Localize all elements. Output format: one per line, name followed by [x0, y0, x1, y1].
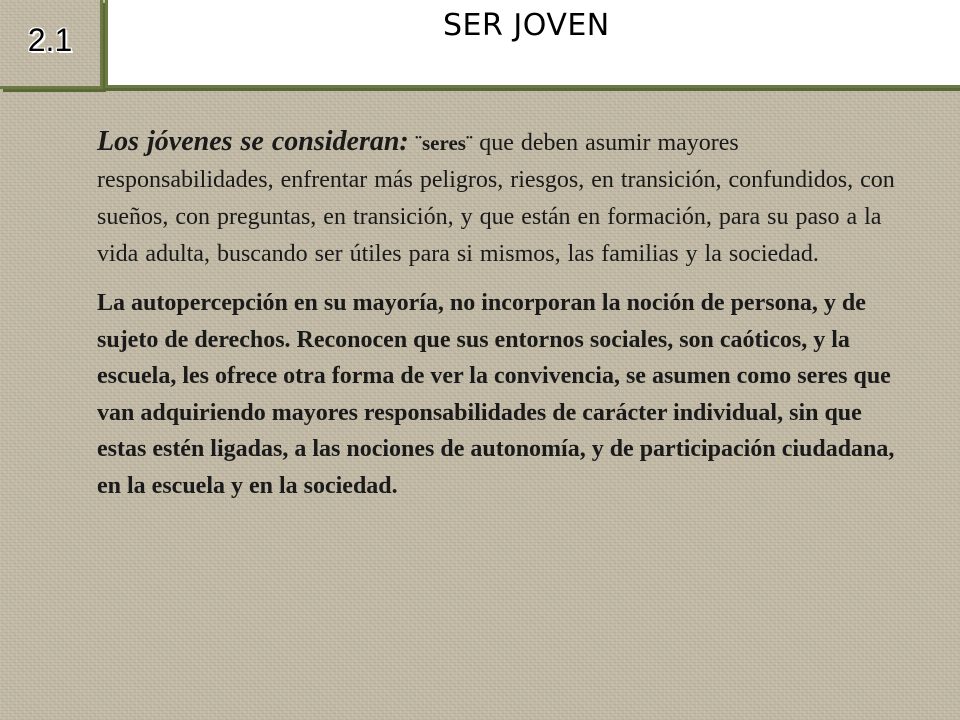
paragraph-1-body: que deben asumir mayores responsabilidades, enfrentar más peligros, riesgos, en transición, confundidos, con sueños, con preguntas, en transición, y que están en formación, para su paso a la vida adulta, buscando ser útiles para si mismos, las familias y la sociedad. — [97, 130, 895, 267]
slide-content — [97, 123, 917, 504]
title-box — [105, 0, 960, 88]
slide-title: SER JOVEN — [443, 8, 610, 43]
paragraph-1 — [97, 123, 917, 273]
paragraph-1-seres: ¨seres¨ — [408, 131, 480, 155]
slide-number-box — [0, 0, 103, 89]
slide-number: 2.1 — [27, 21, 73, 58]
paragraph-2: La autopercepción en su mayoría, no incorporan la noción de persona, y de sujeto de derechos. Reconocen que sus entornos sociales, son caóticos, y la escuela, les ofrece otra forma de ver la convivencia, se asumen como seres que van adquiriendo mayores responsabilidades de carácter individual, sin que estas estén ligadas, a las nociones de autonomía, y de participación ciudadana, en la escuela y en la sociedad. — [97, 290, 895, 499]
paragraph-1-lead: Los jóvenes se consideran: — [97, 126, 409, 157]
